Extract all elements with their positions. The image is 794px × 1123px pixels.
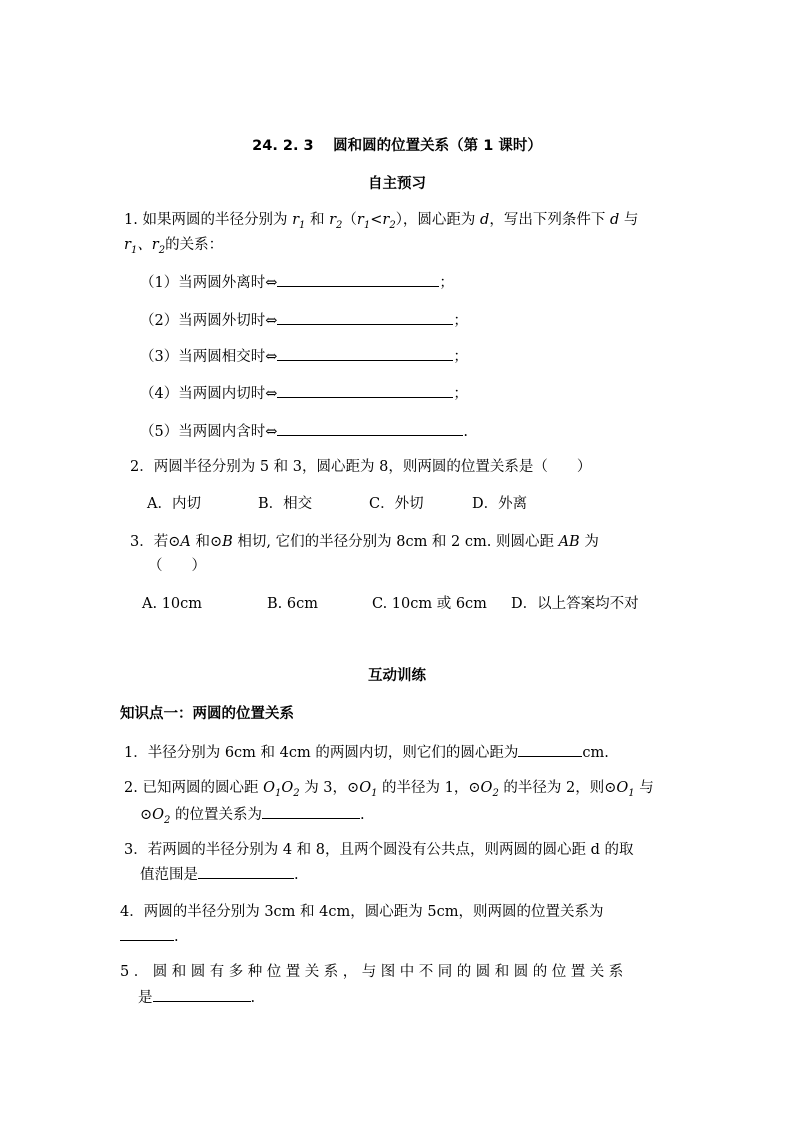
p4-line2 xyxy=(120,926,179,947)
p2-o1o2: $O_1O_2$ xyxy=(263,780,300,799)
q3-circle-a: A xyxy=(180,534,191,550)
p1-text: 1．半径分别为 6cm 和 4cm 的两圆内切，则它们的圆心距为 xyxy=(124,745,519,761)
p3-line1: 3．若两圆的半径分别为 4 和 8，且两个圆没有公共点，则两圆的圆心距 d 的取 xyxy=(124,842,634,858)
q2-option-d: D．外离 xyxy=(472,496,528,512)
p2-o1b: $O_1$ xyxy=(616,780,635,799)
section-heading-training: 互动训练 xyxy=(368,668,426,684)
answer-blank[interactable] xyxy=(262,804,360,819)
p2-text-b: 为 3，⊙ xyxy=(299,780,360,796)
p2-o2b: $O_2$ xyxy=(152,807,171,826)
answer-blank[interactable] xyxy=(277,310,453,325)
q1-item-1-label: （1）当两圆外离时⇔ xyxy=(140,275,278,291)
p2-line2 xyxy=(140,804,365,831)
q3-option-b: B. 6cm xyxy=(267,596,318,612)
answer-blank[interactable] xyxy=(153,987,251,1002)
q1-item-3-label: （3）当两圆相交时⇔ xyxy=(140,349,278,365)
p1-end: cm. xyxy=(582,745,609,761)
q1-d2: d xyxy=(609,212,620,228)
q1-item-3 xyxy=(140,346,468,367)
q1-d: d xyxy=(480,212,490,228)
p2-line1 xyxy=(124,778,654,804)
q1-r2: $r_2$ xyxy=(329,212,343,231)
p1 xyxy=(124,742,609,763)
p4-line1: 4．两圆的半径分别为 3cm 和 4cm，圆心距为 5cm，则两圆的位置关系为 xyxy=(120,904,604,920)
p3-line2-text: 值范围是 xyxy=(140,867,198,883)
q1-item-3-end: ； xyxy=(453,349,468,365)
p4-end: . xyxy=(174,929,179,945)
q1-text-b: 和 xyxy=(305,212,330,228)
p5-end: . xyxy=(250,990,256,1006)
q1-item-2-end: ； xyxy=(453,313,468,329)
q3-ab: AB xyxy=(558,534,580,550)
p5-line2 xyxy=(138,987,255,1008)
p3-end: . xyxy=(294,867,299,883)
answer-blank[interactable] xyxy=(120,926,174,941)
q1-text-d: ），圆心距为 xyxy=(395,212,481,228)
q1-line2 xyxy=(124,235,223,261)
q3-line1 xyxy=(130,532,599,552)
answer-blank[interactable] xyxy=(277,272,439,287)
p2-line2-a: ⊙ xyxy=(140,807,153,823)
q1-line1 xyxy=(124,210,638,236)
p2-line2-b: 的位置关系为 xyxy=(170,807,263,823)
answer-blank[interactable] xyxy=(277,346,453,361)
answer-blank[interactable] xyxy=(518,742,582,757)
q1-item-1 xyxy=(140,272,454,293)
q1-item-4 xyxy=(140,383,468,404)
answer-blank[interactable] xyxy=(277,421,463,436)
q3-text-b: 和⊙ xyxy=(190,534,223,550)
q3-option-c: C. 10cm 或 6cm xyxy=(372,596,487,612)
knowledge-point-heading: 知识点一：两圆的位置关系 xyxy=(120,706,294,722)
q3-circle-b: B xyxy=(222,534,233,550)
answer-blank[interactable] xyxy=(198,864,294,879)
p2-o1: $O_1$ xyxy=(359,780,378,799)
q1-item-4-end: ； xyxy=(453,386,468,402)
q1-r1r2: $r_1$、$r_2$ xyxy=(124,237,166,256)
section-heading-preview: 自主预习 xyxy=(368,176,426,192)
q1-text-line2: 的关系： xyxy=(165,237,224,253)
q3-text-d: 为 xyxy=(579,534,599,550)
q3-option-d: D．以上答案均不对 xyxy=(511,596,639,612)
q1-text-c: （ xyxy=(342,212,357,228)
q2-text: 2．两圆半径分别为 5 和 3，圆心距为 8，则两圆的位置关系是（ ） xyxy=(130,459,592,475)
p5-line1: 5．圆和圆有多种位置关系，与图中不同的圆和圆的位置关系 xyxy=(120,964,628,980)
q3-option-a: A. 10cm xyxy=(142,596,203,612)
answer-blank[interactable] xyxy=(277,383,453,398)
q2-option-b: B．相交 xyxy=(258,496,313,512)
q3-text-a: 3．若⊙ xyxy=(130,534,181,550)
p5-line2-text: 是 xyxy=(138,990,153,1006)
p3-line2 xyxy=(140,864,299,885)
q1-item-5-label: （5）当两圆内含时⇔ xyxy=(140,424,278,440)
q3-line2: （ ） xyxy=(148,558,206,574)
q1-text-f: 与 xyxy=(619,212,639,228)
p2-text-e: 与 xyxy=(634,780,654,796)
p2-end: . xyxy=(360,807,365,823)
q1-r1: $r_1$ xyxy=(292,212,306,231)
q1-text-e: ，写出下列条件下 xyxy=(489,212,610,228)
q2-option-a: A．内切 xyxy=(147,496,201,512)
q1-cond: $r_1<r_2$ xyxy=(356,212,396,231)
q1-text-a: 1. 如果两圆的半径分别为 xyxy=(124,212,293,228)
p2-text-a: 2. 已知两圆的圆心距 xyxy=(124,780,264,796)
q1-item-5 xyxy=(140,421,468,442)
q1-item-5-end: . xyxy=(463,424,468,440)
p2-text-d: 的半径为 2，则⊙ xyxy=(498,780,617,796)
q1-item-2 xyxy=(140,310,468,331)
q1-item-1-end: ； xyxy=(439,275,454,291)
page-title: 24. 2. 3 圆和圆的位置关系（第 1 课时） xyxy=(252,138,542,154)
q1-item-2-label: （2）当两圆外切时⇔ xyxy=(140,313,278,329)
p2-o2: $O_2$ xyxy=(480,780,499,799)
q1-item-4-label: （4）当两圆内切时⇔ xyxy=(140,386,278,402)
p2-text-c: 的半径为 1，⊙ xyxy=(377,780,481,796)
q2-option-c: C．外切 xyxy=(369,496,424,512)
q3-text-c: 相切, 它们的半径分别为 8cm 和 2 cm. 则圆心距 xyxy=(232,534,559,550)
